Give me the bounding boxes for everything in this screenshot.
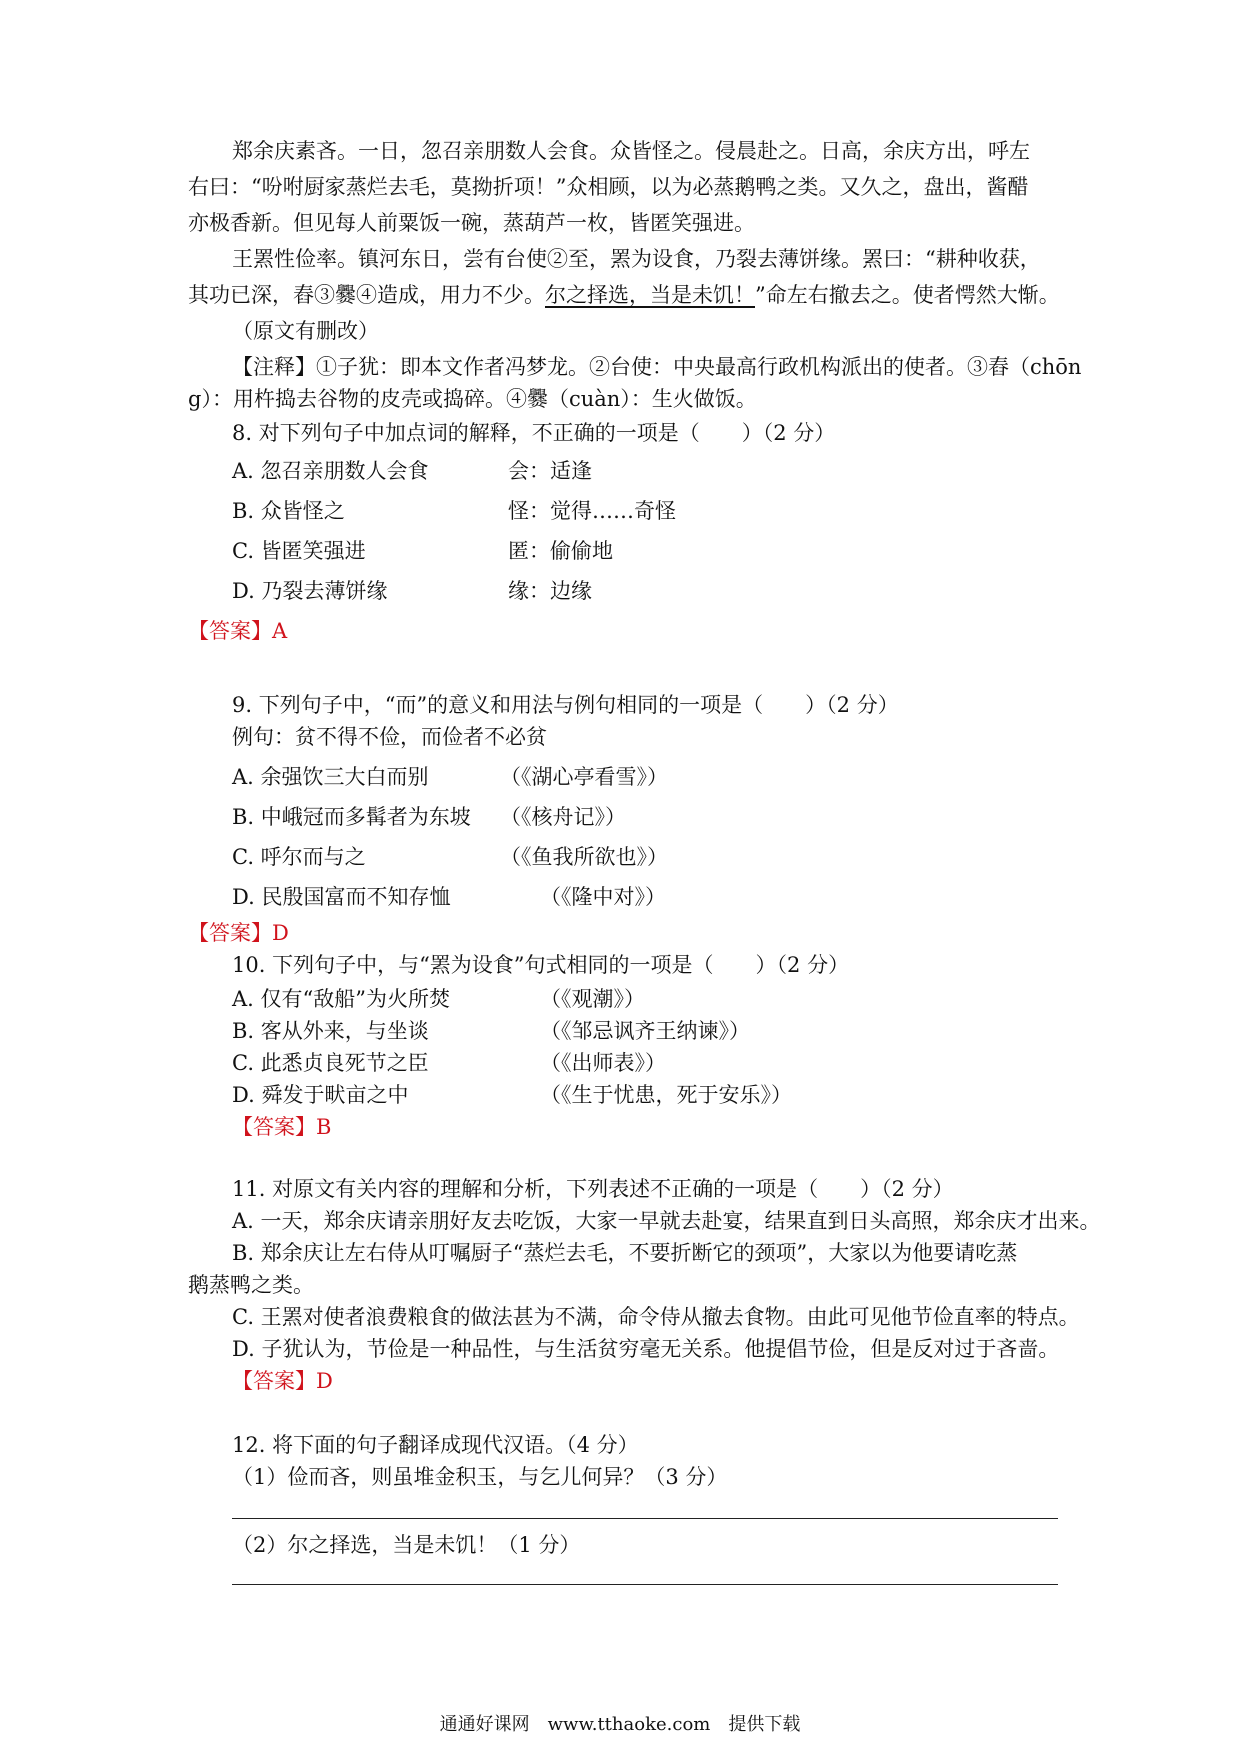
q8-option-c: C. 皆匿笑强进 [232,539,366,563]
q10-option-b: B. 客从外来，与坐谈 [232,1019,429,1043]
q9-example: 例句：贫不得不俭，而俭者不必贫 [232,725,547,749]
q9-option-c: C. 呼尔而与之 [232,845,366,869]
page-footer: 通通好课网 www.tthaoke.com 提供下载 [439,1714,801,1735]
q8-gloss-a: 会：适逢 [508,459,592,483]
q9-stem: 9. 下列句子中，“而”的意义和用法与例句相同的一项是（ ）（2 分） [232,693,899,717]
q8-answer [188,616,287,646]
q9-source-b: （《核舟记》） [500,805,626,829]
answer-label: 【答案】 [188,921,272,945]
q12-sentence-1: （1）俭而吝，则虽堆金积玉，与乞儿何异？（3 分） [232,1465,728,1489]
q11-answer [232,1366,333,1396]
q10-option-d: D. 舜发于畎亩之中 [232,1083,409,1107]
q12-stem: 12. 将下面的句子翻译成现代汉语。（4 分） [232,1433,639,1457]
q9-source-a: （《湖心亭看雪》） [500,765,668,789]
q10-source-b: （《邹忌讽齐王纳谏》） [540,1019,750,1043]
q12-sentence-2: （2）尔之择选，当是未饥！（1 分） [232,1533,581,1557]
q8-stem: 8. 对下列句子中加点词的解释，不正确的一项是（ ）（2 分） [232,421,836,445]
answer-value: D [272,921,289,945]
q8-option-a: A. 忽召亲朋数人会食 [232,459,429,483]
passage-p1-line1: 郑余庆素吝。一日，忽召亲朋数人会食。众皆怪之。侵晨赴之。日高，余庆方出，呼左 [232,139,1030,163]
q9-answer [188,918,289,948]
q9-option-a: A. 余强饮三大白而别 [232,765,429,789]
passage-p1-line2: 右曰：“吩咐厨家蒸烂去毛，莫拗折项！”众相顾，以为必蒸鹅鸭之类。又久之，盘出，酱醋 [188,175,1029,199]
passage-p1-line3: 亦极香新。但见每人前粟饭一碗，蒸葫芦一枚，皆匿笑强进。 [188,211,755,235]
q11-option-a: A. 一天，郑余庆请亲朋好友去吃饭，大家一早就去赴宴，结果直到日头高照，郑余庆才出来。 [232,1209,1101,1233]
q8-option-d: D. 乃裂去薄饼缘 [232,579,388,603]
passage-p2-line2 [188,280,1060,310]
passage-p2-line2-c: ”命左右撤去之。使者愕然大惭。 [755,283,1060,307]
passage-p2-line2-a: 其功已深，舂③爨④造成，用力不少。 [188,283,545,307]
q10-source-c: （《出师表》） [540,1051,666,1075]
answer-value: A [272,619,288,643]
q11-option-b-line2: 鹅蒸鸭之类。 [188,1273,314,1297]
q10-stem: 10. 下列句子中，与“罴为设食”句式相同的一项是（ ）（2 分） [232,953,850,977]
answer-label: 【答案】 [188,619,272,643]
q9-source-c: （《鱼我所欲也》） [500,845,668,869]
answer-line-1[interactable] [232,1518,1058,1519]
q11-option-d: D. 子犹认为，节俭是一种品性，与生活贫穷毫无关系。他提倡节俭，但是反对过于吝啬。 [232,1337,1060,1361]
q8-gloss-c: 匿：偷偷地 [508,539,613,563]
q8-gloss-b: 怪：觉得……奇怪 [508,499,676,523]
answer-label: 【答案】 [232,1369,316,1393]
notes-line1: 【注释】①子犹：即本文作者冯梦龙。②台使：中央最高行政机构派出的使者。③舂（chōn [232,355,1082,379]
q9-option-b: B. 中峨冠而多髯者为东坡 [232,805,471,829]
q10-option-c: C. 此悉贞良死节之臣 [232,1051,429,1075]
answer-line-2[interactable] [232,1584,1058,1585]
answer-label: 【答案】 [232,1115,316,1139]
q11-option-b-line1: B. 郑余庆让左右侍从叮嘱厨子“蒸烂去毛，不要折断它的颈项”，大家以为他要请吃蒸 [232,1241,1018,1265]
q10-source-a: （《观潮》） [540,987,645,1011]
q9-option-d: D. 民殷国富而不知存恤 [232,885,451,909]
answer-value: D [316,1369,333,1393]
q8-gloss-d: 缘：边缘 [508,579,592,603]
passage-p2-line1: 王罴性俭率。镇河东日，尝有台使②至，罴为设食，乃裂去薄饼缘。罴曰：“耕种收获， [232,247,1041,271]
q8-option-b: B. 众皆怪之 [232,499,345,523]
underlined-sentence: 尔之择选，当是未饥！ [545,283,755,307]
q10-answer [232,1112,331,1142]
q11-option-c: C. 王罴对使者浪费粮食的做法甚为不满，命令侍从撤去食物。由此可见他节俭直率的特点。 [232,1305,1080,1329]
q10-option-a: A. 仅有“敌船”为火所焚 [232,987,450,1011]
answer-value: B [316,1115,332,1139]
q10-source-d: （《生于忧患，死于安乐》） [540,1083,792,1107]
q11-stem: 11. 对原文有关内容的理解和分析，下列表述不正确的一项是（ ）（2 分） [232,1177,954,1201]
passage-source-note: （原文有删改） [232,319,379,343]
q9-source-d: （《隆中对》） [540,885,666,909]
notes-line2: g）：用杵捣去谷物的皮壳或捣碎。④爨（cuàn）：生火做饭。 [188,387,757,411]
